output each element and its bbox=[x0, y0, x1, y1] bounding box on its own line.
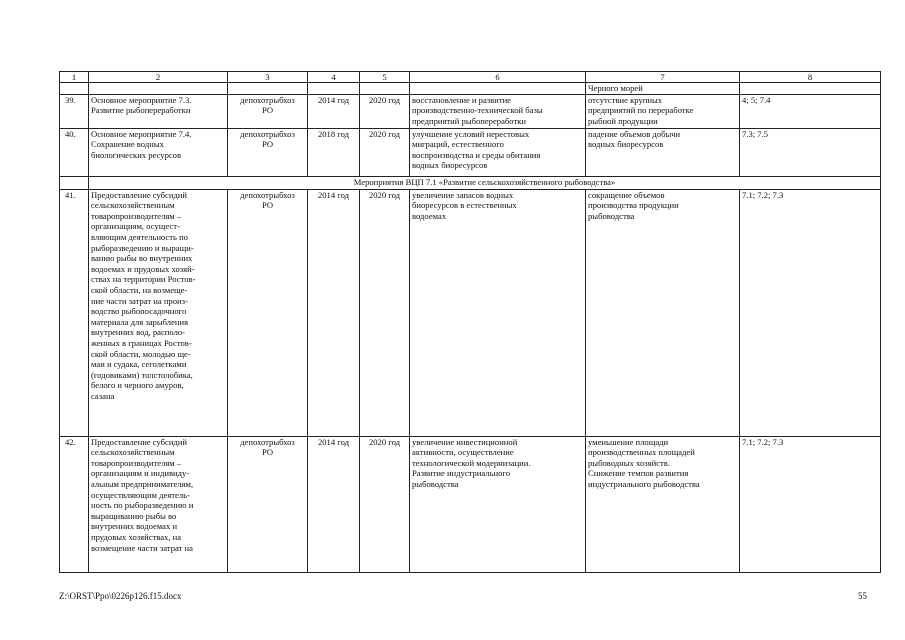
header-cell: 4 bbox=[308, 72, 360, 83]
table-header-row bbox=[60, 72, 881, 83]
row-number: 40. bbox=[60, 128, 89, 176]
executor: депохотрыбхоз РО bbox=[240, 128, 295, 150]
header-cell: 2 bbox=[89, 72, 228, 83]
indicator-link: 7.1; 7.2; 7.3 bbox=[740, 436, 881, 572]
start-year: 2018 год bbox=[308, 128, 360, 176]
table-row bbox=[60, 128, 881, 176]
measure-name: Предоставление субсидий сельскохозяйственным товаропроизводителям – организациям, осущест- вляющим деятельность по рыборазведению и выращи- ванию рыбы во внутренних водоемах и прудовых хозяй- ствах на территории Ростов- ской области, на возмеще- ние части затрат на произ- водство рыбопосадочного материала для зарыбления внутренних вод, располо- женных в границах Ростов- ской области, молодью ще- маи и судака, сеголетками (годовиками) толстолобика, белого и черного амуров, сазана bbox=[91, 189, 196, 401]
header-cell: 6 bbox=[410, 72, 586, 83]
indicator-link: 7.1; 7.2; 7.3 bbox=[740, 189, 881, 436]
measures-table bbox=[59, 71, 881, 573]
measure-name: Основное мероприятие 7.3. Развитие рыбопереработки bbox=[91, 94, 192, 116]
indicator-link: 7.3; 7.5 bbox=[740, 128, 881, 176]
end-year: 2020 год bbox=[360, 436, 410, 572]
consequence: уменьшение площади производственных площадей рыбоводных хозяйств. Снижение темпов развития индустриального рыбоводства bbox=[588, 436, 700, 489]
expected-result: увеличение инвестиционной активности, осуществление технологической модернизации. Развитие индустриального рыбоводства bbox=[412, 436, 531, 489]
footer-file-path: Z:\ORST\Ppo\0226p126.f15.docx bbox=[59, 591, 182, 601]
expected-result: увеличение запасов водных биоресурсов в естественных водоемах bbox=[412, 189, 517, 221]
header-cell: 1 bbox=[60, 72, 89, 83]
table-row bbox=[60, 436, 881, 572]
executor: депохотрыбхоз РО bbox=[240, 189, 295, 211]
end-year: 2020 год bbox=[360, 128, 410, 176]
expected-result: улучшение условий нерестовых миграций, естественного воспроизводства и среды обитания водных биоресурсов bbox=[412, 128, 541, 171]
expected-result: восстановление и развитие производственно-технической базы предприятий рыбопереработки bbox=[412, 94, 543, 126]
consequence: падение объемов добычи водных биоресурсов bbox=[588, 128, 681, 150]
measure-name: Основное мероприятие 7.4. Сохранение водных биологических ресурсов bbox=[91, 128, 192, 160]
header-cell: 7 bbox=[586, 72, 740, 83]
header-cell: 3 bbox=[228, 72, 308, 83]
table-row bbox=[60, 189, 881, 436]
indicator-link: 4; 5; 7.4 bbox=[740, 94, 881, 128]
section-row bbox=[60, 176, 881, 189]
header-cell: 5 bbox=[360, 72, 410, 83]
continuation-row bbox=[60, 83, 881, 95]
continuation-cell: Черного морей bbox=[586, 83, 740, 95]
row-number: 42. bbox=[60, 436, 89, 572]
executor: депохотрыбхоз РО bbox=[240, 94, 295, 116]
start-year: 2014 год bbox=[308, 94, 360, 128]
executor: депохотрыбхоз РО bbox=[240, 436, 295, 458]
row-number: 41. bbox=[60, 189, 89, 436]
end-year: 2020 год bbox=[360, 189, 410, 436]
consequence: сокращение объемов производства продукции рыбоводства bbox=[588, 189, 679, 221]
row-number: 39. bbox=[60, 94, 89, 128]
end-year: 2020 год bbox=[360, 94, 410, 128]
consequence: отсутствие крупных предприятий по переработке рыбной продукции bbox=[588, 94, 694, 126]
start-year: 2014 год bbox=[308, 436, 360, 572]
header-cell: 8 bbox=[740, 72, 881, 83]
measure-name: Предоставление субсидий сельскохозяйственным товаропроизводителям – организациям и индивиду- альным предпринимателям, осуществляющим деятель- ность по рыборазведению и выращиванию рыбы во внутренних водоемах и прудовых хозяйствах, на возмещение части затрат на bbox=[91, 436, 194, 553]
table-row bbox=[60, 94, 881, 128]
start-year: 2014 год bbox=[308, 189, 360, 436]
section-title: Мероприятия ВЦП 7.1 «Развитие сельскохозяйственного рыбоводства» bbox=[89, 176, 881, 189]
page-number: 55 bbox=[858, 591, 867, 601]
